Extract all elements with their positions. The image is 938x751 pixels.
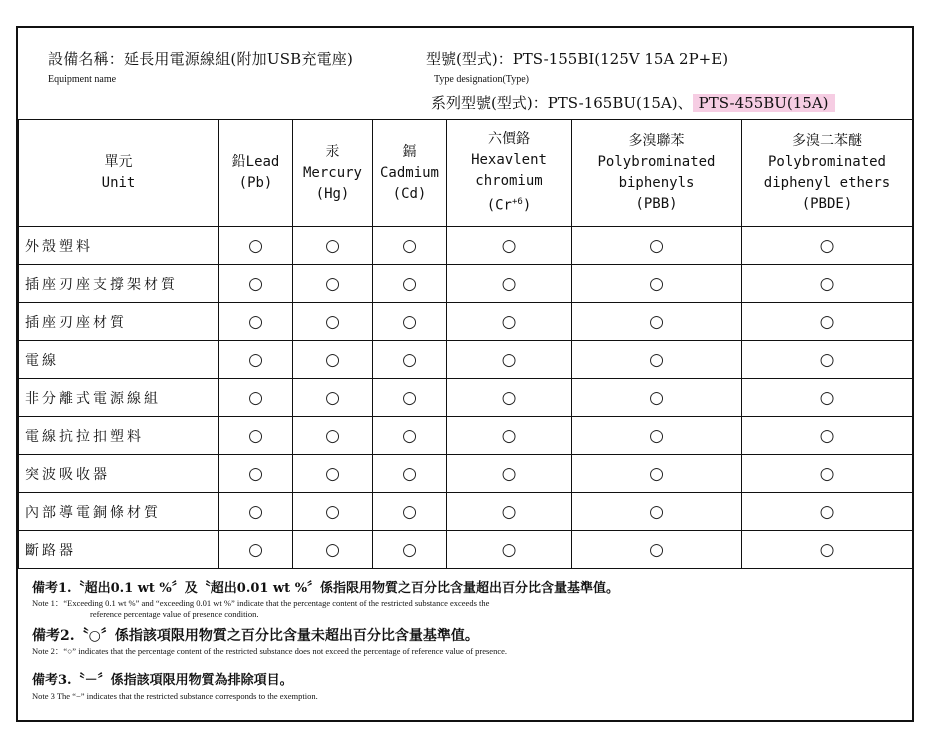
substance-mark-cell: [373, 303, 447, 341]
not-exceeding-mark: ○: [402, 501, 417, 522]
substance-mark-cell: [293, 455, 373, 493]
substance-mark-cell: [373, 227, 447, 265]
substance-mark-cell: [447, 341, 572, 379]
not-exceeding-mark: ○: [819, 273, 835, 294]
table-row: [19, 303, 913, 341]
part-name-cell: 斷路器: [19, 531, 219, 569]
substance-mark-cell: [572, 531, 742, 569]
not-exceeding-mark: ○: [501, 235, 517, 256]
substance-mark-cell: [742, 303, 913, 341]
note2-en: Note 2：“○” indicates that the percentage content of the restricted substance does not exceed the percentage of reference value of presence.: [32, 646, 507, 656]
table-row: [19, 455, 913, 493]
chromium-symbol: (Cr: [486, 197, 512, 214]
column-header-unit: [19, 120, 219, 227]
substance-mark-cell: [742, 493, 913, 531]
header-line: Unit: [101, 175, 136, 191]
header-line: 鎘: [402, 143, 417, 160]
series-model-label: [431, 92, 835, 113]
header-line: diphenyl ethers: [763, 175, 891, 191]
header-line: [447, 192, 571, 217]
column-header-pbde: [742, 120, 913, 227]
not-exceeding-mark: ○: [649, 235, 664, 256]
rohs-declaration-sheet: [16, 26, 914, 722]
substance-mark-cell: [293, 531, 373, 569]
header-line: Cadmium: [379, 164, 439, 181]
substance-mark-cell: [447, 227, 572, 265]
substance-mark-cell: [219, 341, 293, 379]
substance-mark-cell: [742, 341, 913, 379]
not-exceeding-mark: ○: [248, 501, 263, 522]
not-exceeding-mark: ○: [819, 425, 835, 446]
substance-mark-cell: [219, 417, 293, 455]
header-line: Hexavlent: [471, 152, 547, 169]
substance-mark-cell: [742, 531, 913, 569]
note2-zh: 備考2.〝○〞係指該項限用物質之百分比含量未超出百分比含量基準值。: [32, 628, 479, 644]
equipment-name-label: 設備名稱：延長用電源線組(附加USB充電座): [48, 50, 354, 68]
not-exceeding-mark: ○: [649, 539, 664, 560]
not-exceeding-mark: ○: [248, 463, 263, 484]
table-row: [19, 265, 913, 303]
not-exceeding-mark: ○: [402, 387, 417, 408]
substance-mark-cell: [742, 265, 913, 303]
substance-mark-cell: [373, 417, 447, 455]
substance-mark-cell: [447, 303, 572, 341]
substance-mark-cell: [373, 379, 447, 417]
header-line: biphenyls: [618, 175, 695, 191]
header-line: chromium: [475, 173, 543, 190]
not-exceeding-mark: ○: [325, 387, 340, 408]
not-exceeding-mark: ○: [819, 387, 835, 408]
part-name-cell: 突波吸收器: [19, 455, 219, 493]
substance-mark-cell: [447, 493, 572, 531]
substance-mark-cell: [572, 341, 742, 379]
substance-mark-cell: [219, 455, 293, 493]
header-line: 鉛Lead: [231, 154, 280, 170]
part-name-cell: 內部導電銅條材質: [19, 493, 219, 531]
series-model-text: 系列型號(型式)：PTS-165BU(15A)、: [431, 94, 693, 112]
substance-mark-cell: [293, 341, 373, 379]
header-line: Polybrominated: [767, 154, 886, 170]
note3-en: Note 3 The “−” indicates that the restricted substance corresponds to the exemption.: [32, 691, 318, 701]
not-exceeding-mark: ○: [325, 273, 340, 294]
note1-zh: 備考1.〝超出0.1 wt %〞及〝超出0.01 wt %〞係指限用物質之百分比含量超出百分比含量基準值。: [32, 581, 620, 596]
substance-mark-cell: [293, 227, 373, 265]
not-exceeding-mark: ○: [248, 235, 263, 256]
substance-mark-cell: [447, 265, 572, 303]
substance-mark-cell: [219, 531, 293, 569]
type-designation-label: 型號(型式)：PTS-155BI(125V 15A 2P+E): [426, 50, 729, 68]
substance-mark-cell: [293, 379, 373, 417]
not-exceeding-mark: ○: [325, 501, 340, 522]
not-exceeding-mark: ○: [325, 235, 340, 256]
not-exceeding-mark: ○: [649, 463, 664, 484]
table-row: [19, 227, 913, 265]
not-exceeding-mark: ○: [325, 539, 340, 560]
table-row: [19, 531, 913, 569]
not-exceeding-mark: ○: [402, 235, 417, 256]
table-row: [19, 341, 913, 379]
substance-mark-cell: [572, 493, 742, 531]
substance-mark-cell: [219, 379, 293, 417]
not-exceeding-mark: ○: [819, 501, 835, 522]
header-line: (PBDE): [801, 196, 853, 212]
not-exceeding-mark: ○: [501, 463, 517, 484]
not-exceeding-mark: ○: [819, 311, 835, 332]
not-exceeding-mark: ○: [402, 273, 417, 294]
not-exceeding-mark: ○: [649, 425, 664, 446]
table-row: [19, 417, 913, 455]
table-header-row: [19, 120, 913, 227]
substance-mark-cell: [572, 379, 742, 417]
part-name-cell: 電線抗拉扣塑料: [19, 417, 219, 455]
note1-en-continued: reference percentage value of presence condition.: [90, 609, 259, 619]
header-line: Mercury: [302, 164, 362, 181]
not-exceeding-mark: ○: [248, 349, 263, 370]
part-name-cell: 電線: [19, 341, 219, 379]
substance-mark-cell: [373, 265, 447, 303]
not-exceeding-mark: ○: [248, 425, 263, 446]
substance-mark-cell: [293, 417, 373, 455]
header-line: (Pb): [238, 175, 273, 191]
not-exceeding-mark: ○: [501, 425, 517, 446]
substance-mark-cell: [742, 455, 913, 493]
not-exceeding-mark: ○: [501, 273, 517, 294]
type-designation-en: Type designation(Type): [434, 74, 529, 85]
not-exceeding-mark: ○: [402, 311, 417, 332]
substance-mark-cell: [293, 303, 373, 341]
header-line: (Hg): [315, 185, 350, 202]
not-exceeding-mark: ○: [402, 463, 417, 484]
equipment-name-en: Equipment name: [48, 74, 117, 85]
header-line: (PBB): [635, 196, 678, 212]
substance-mark-cell: [219, 303, 293, 341]
not-exceeding-mark: ○: [819, 349, 835, 370]
header-line: Polybrominated: [597, 154, 716, 170]
not-exceeding-mark: ○: [325, 425, 340, 446]
not-exceeding-mark: ○: [649, 273, 664, 294]
not-exceeding-mark: ○: [402, 425, 417, 446]
header-line: 汞: [325, 143, 340, 160]
column-header-cadmium: [373, 120, 447, 227]
substance-mark-cell: [742, 227, 913, 265]
not-exceeding-mark: ○: [248, 273, 263, 294]
not-exceeding-mark: ○: [248, 539, 263, 560]
series-model-highlight: PTS-455BU(15A): [693, 94, 835, 112]
not-exceeding-mark: ○: [819, 539, 835, 560]
substance-mark-cell: [293, 493, 373, 531]
column-header-pbb: [572, 120, 742, 227]
not-exceeding-mark: ○: [649, 387, 664, 408]
not-exceeding-mark: ○: [501, 311, 517, 332]
part-name-cell: 外殼塑料: [19, 227, 219, 265]
header-line: 單元: [104, 154, 133, 170]
not-exceeding-mark: ○: [501, 349, 517, 370]
header-line: 多溴聯苯: [628, 133, 685, 149]
column-header-mercury: [293, 120, 373, 227]
not-exceeding-mark: ○: [402, 349, 417, 370]
substance-mark-cell: [447, 417, 572, 455]
not-exceeding-mark: ○: [501, 539, 517, 560]
substance-mark-cell: [219, 227, 293, 265]
substance-mark-cell: [572, 417, 742, 455]
part-name-cell: 插座刃座支撐架材質: [19, 265, 219, 303]
not-exceeding-mark: ○: [402, 539, 417, 560]
note1-en: Note 1：“Exceeding 0.1 wt %” and “exceeding 0.01 wt %” indicate that the percentage content of the restricted substance exceeds the: [32, 598, 490, 608]
substance-mark-cell: [572, 227, 742, 265]
header-line: (Cd): [392, 185, 427, 202]
not-exceeding-mark: ○: [649, 311, 664, 332]
not-exceeding-mark: ○: [501, 501, 517, 522]
part-name-cell: 插座刃座材質: [19, 303, 219, 341]
declaration-header: [18, 28, 912, 121]
note3-zh: 備考3.〝－〞係指該項限用物質為排除項目。: [32, 673, 293, 688]
substance-mark-cell: [572, 455, 742, 493]
column-header-hexavalent-chromium: [447, 120, 572, 227]
not-exceeding-mark: ○: [819, 463, 835, 484]
not-exceeding-mark: ○: [325, 311, 340, 332]
part-name-cell: 非分離式電源線組: [19, 379, 219, 417]
not-exceeding-mark: ○: [248, 387, 263, 408]
not-exceeding-mark: ○: [501, 387, 517, 408]
substance-mark-cell: [293, 265, 373, 303]
not-exceeding-mark: ○: [819, 235, 835, 256]
chromium-paren: ): [522, 197, 532, 214]
header-line: 多溴二苯醚: [792, 133, 862, 149]
column-header-lead: [219, 120, 293, 227]
table-row: [19, 379, 913, 417]
substance-mark-cell: [373, 531, 447, 569]
not-exceeding-mark: ○: [649, 501, 664, 522]
not-exceeding-mark: ○: [325, 463, 340, 484]
restricted-substances-table: [18, 119, 913, 569]
substance-mark-cell: [447, 455, 572, 493]
substance-mark-cell: [373, 341, 447, 379]
substance-mark-cell: [219, 493, 293, 531]
substance-mark-cell: [219, 265, 293, 303]
substance-mark-cell: [447, 531, 572, 569]
not-exceeding-mark: ○: [649, 349, 664, 370]
table-row: [19, 493, 913, 531]
substance-mark-cell: [742, 417, 913, 455]
not-exceeding-mark: ○: [248, 311, 263, 332]
substance-mark-cell: [742, 379, 913, 417]
substance-mark-cell: [373, 455, 447, 493]
substance-mark-cell: [572, 265, 742, 303]
substance-mark-cell: [572, 303, 742, 341]
header-line: 六價鉻: [488, 131, 530, 148]
substance-mark-cell: [373, 493, 447, 531]
substance-mark-cell: [447, 379, 572, 417]
not-exceeding-mark: ○: [325, 349, 340, 370]
table-body: [19, 227, 913, 569]
chromium-valence: +6: [512, 197, 523, 208]
